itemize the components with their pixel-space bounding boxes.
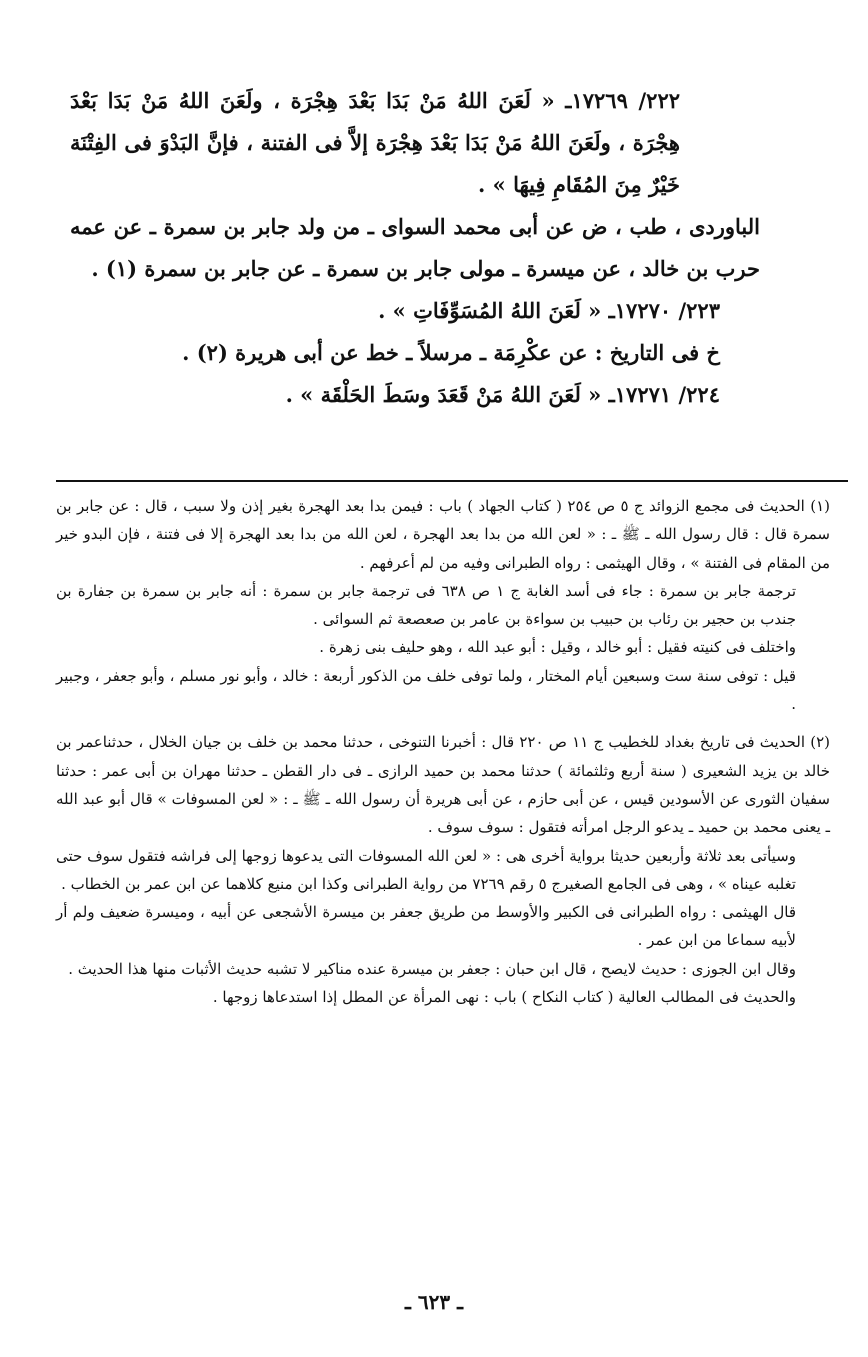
footnote-2-para: وقال ابن الجوزى : حديث لايصح ، قال ابن حبان : جعفر بن ميسرة عنده مناكير لا تشبه حديث الأثبات منها هذا الحديث .: [68, 959, 796, 978]
source-223: خ فى التاريخ : عن عكْرِمَة ـ مرسلاً ـ خط عن أبى هريرة (٢) .: [182, 340, 720, 365]
footnote-1-para: ترجمة جابر بن سمرة : جاء فى أسد الغابة ج ١ ص ٦٣٨ فى ترجمة جابر بن سمرة : أنه جابر بن سمرة بن جفارة بن جندب بن حجير بن رئاب بن حبيب بن سواءة بن عامر بن صعصعة ثم السوائى .: [56, 581, 797, 629]
footnote-2-para: قال الهيثمى : رواه الطبرانى فى الكبير والأوسط من طريق جعفر بن ميسرة الأشجعى عن أبيه ، وميسرة ضعيف ولم أر لأبيه سماعا من ابن عمر .: [56, 903, 796, 950]
footnote-1-para: واختلف فى كنيته فقيل : أبو خالد ، وقيل : أبو عبد الله ، وهو حليف بنى زهرة .: [319, 638, 796, 657]
main-text: [70, 80, 810, 416]
page-number: ـ ٦٢٣ ـ: [405, 1290, 463, 1314]
hadith-223: ٢٢٣/ ١٧٢٧٠ـ « لَعَنَ اللهُ المُسَوِّفَاتِ » .: [378, 298, 720, 323]
footnote-1-para: قيل : توفى سنة ست وسبعين أيام المختار ، ولما توفى خلف من الذكور أربعة : خالد ، وأبو نور مسلم ، وأبو جعفر ، وجبير .: [56, 666, 796, 714]
footnote-1-para: (١) الحديث فى مجمع الزوائد ج ٥ ص ٢٥٤ ( كتاب الجهاد ) باب : فيمن بدا بعد الهجرة بغير إذن ولا سبب ، قال : عن جابر بن سمرة قال : قال رسول الله ـ ﷺ ـ : « لعن الله من بدا بعد الهجرة ، لعن الله من بدا بعد الهجرة إلا فى فتنة ، فإن البدو خير من المقام فى الفتنة » ، وقال الهيثمى : رواه الطبرانى وفيه من لم أعرفهم .: [56, 497, 830, 572]
footnote-2-para: (٢) الحديث فى تاريخ بغداد للخطيب ج ١١ ص ٢٢٠ قال : أخبرنا التنوخى ، حدثنا محمد بن خلف بن جيان الخلال ، حدثناعمر بن خالد بن يزيد الشعيرى ( سنة أربع وثلثمائة ) حدثنا محمد بن حميد الرازى ـ فى دار القطن ـ حدثنا مهران بن أبى عمر : حدثنا سفيان الثورى عن الأسودين قيس ، عن أبى حازم ، عن أبى هريرة أن رسول الله ـ ﷺ ـ : « لعن المسوفات » قال أبو عبد الله ـ يعنى محمد بن حميد ـ يدعو الرجل امرأته فتقول : سوف سوف .: [56, 733, 830, 837]
footnotes: [56, 492, 830, 1011]
footnote-divider: [56, 480, 848, 482]
footnote-2-para: وسيأتى بعد ثلاثة وأربعين حديثا برواية أخرى هى : « لعن الله المسوفات التى يدعوها زوجها إلى فراشه فتقول سوف حتى تغلبه عيناه » ، وهى فى الجامع الصغيرج ٥ رقم ٧٢٦٩ من رواية الطبرانى وكذا ابن منيع كلاهما عن ابن عمر بن الخطاب .: [56, 846, 796, 893]
hadith-224: ٢٢٤/ ١٧٢٧١ـ « لَعَنَ اللهُ مَنْ قَعَدَ وسَطَ الحَلْقَة » .: [285, 382, 720, 407]
hadith-222: ٢٢٢/ ١٧٢٦٩ـ « لَعَنَ اللهُ مَنْ بَدَا بَعْدَ هِجْرَة ، ولَعَنَ اللهُ مَنْ بَدَا بَعْدَ هِجْرَة ، ولَعَنَ اللهُ مَنْ بَدَا بَعْدَ هِجْرَة إلاَّ فى الفتنة ، فإنَّ البَدْوَ فى الفِتْنَة خَيْرٌ مِنَ المُقَامِ فِيهَا » .: [70, 88, 681, 197]
footnote-2-para: والحديث فى المطالب العالية ( كتاب النكاح ) باب : نهى المرأة عن المطل إذا استدعاها زوجها .: [212, 988, 796, 1007]
source-222: الباوردى ، طب ، ض عن أبى محمد السواى ـ من ولد جابر بن سمرة ـ عن عمه حرب بن خالد ، عن ميسرة ـ مولى جابر بن سمرة ـ عن جابر بن سمرة (١) .: [70, 214, 760, 281]
